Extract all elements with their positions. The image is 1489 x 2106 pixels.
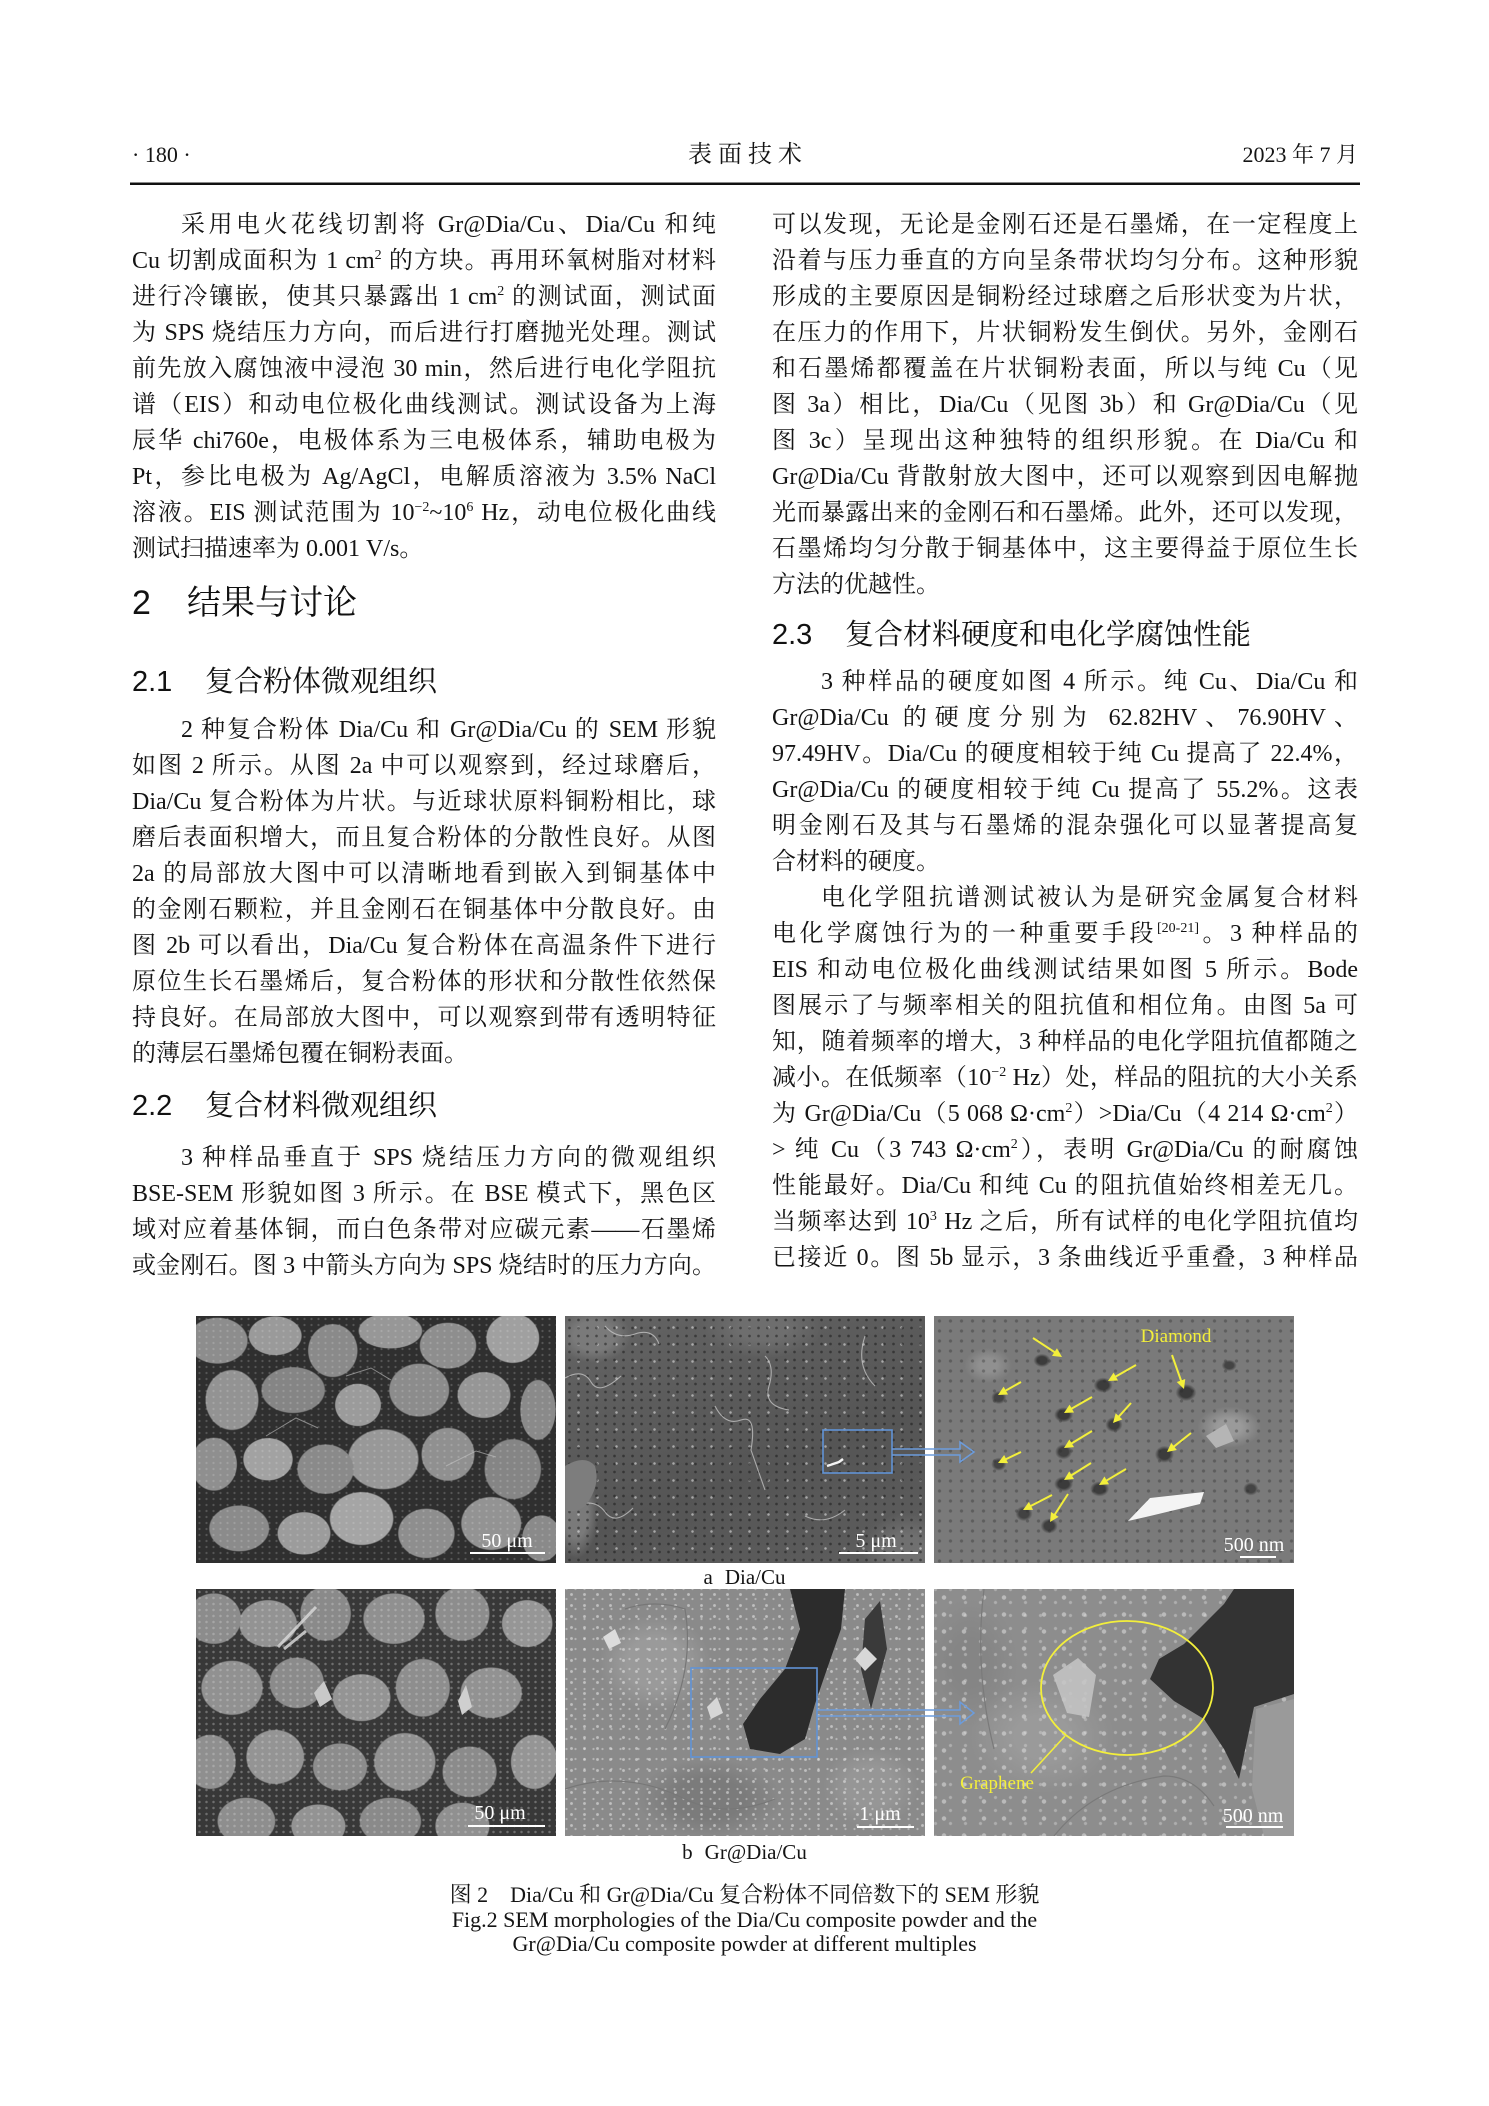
scale-bar-label: 1 μm <box>859 1803 901 1825</box>
annotation-arrow-icon <box>1172 1433 1191 1448</box>
text-line: 溶液。EIS 测试范围为 $10^{-2}\sim 10^6$ Hz，动电位极化曲线 <box>132 500 717 526</box>
text-line: 图 3a）相比，Dia/Cu（见图 3b）和 Gr@Dia/Cu（见 <box>772 392 1358 418</box>
text-line: 光而暴露出来的金刚石和石墨烯。此外，还可以发现， <box>772 500 1358 526</box>
text-line: 磨后表面积增大，而且复合粉体的分散性良好。从图 <box>132 825 716 851</box>
header-rule <box>130 182 1360 185</box>
flake <box>458 1685 472 1715</box>
graphene-flake <box>278 1607 316 1649</box>
panel-overlay <box>565 1316 925 1563</box>
dark-crack <box>743 1589 845 1754</box>
annotation-label-diamond: Diamond <box>1140 1326 1212 1347</box>
diamond-particle <box>603 1629 621 1649</box>
text-line: 明金刚石及其与石墨烯的混杂强化可以显著提高复 <box>772 813 1358 839</box>
subfigure-name: Gr@Dia/Cu <box>704 1840 807 1864</box>
text-line: Gr@Dia/Cu 背散射放大图中，还可以观察到因电解抛 <box>772 464 1358 490</box>
section-heading-2 <box>132 572 716 634</box>
text-line: 在压力的作用下，片状铜粉发生倒伏。另外，金刚石 <box>772 320 1358 346</box>
text-line: 已接近 0。图 5b 显示，3 条曲线近乎重叠，3 种样品 <box>772 1245 1358 1271</box>
graphene-flake <box>1053 1658 1096 1717</box>
text-line: 为 SPS 烧结压力方向，而后进行打磨抛光处理。测试 <box>132 320 716 346</box>
scale-bar-label: 500 nm <box>1223 1534 1285 1556</box>
text-line: 2a 的局部放大图中可以清晰地看到嵌入到铜基体中 <box>132 861 716 887</box>
diamond-particle <box>707 1697 723 1719</box>
text-line: 测试扫描速率为 0.001 V/s。 <box>132 536 424 562</box>
text-line: 知，随着频率的增大，3 种样品的电化学阻抗值都随之 <box>772 1029 1358 1055</box>
annotation-arrow-icon <box>1029 1495 1052 1507</box>
inset-box <box>823 1430 892 1473</box>
annotation-arrow-icon <box>1004 1382 1021 1392</box>
text-line: BSE-SEM 形貌如图 3 所示。在 BSE 模式下，黑色区 <box>132 1181 716 1207</box>
paragraph <box>772 207 1358 603</box>
flake <box>314 1681 332 1707</box>
text-line: 可以发现，无论是金刚石还是石墨烯，在一定程度上 <box>772 212 1358 238</box>
superscript: 2 <box>497 284 505 299</box>
superscript: 2 <box>1065 1101 1073 1116</box>
sem-image-a-50um <box>196 1316 556 1563</box>
superscript: 2 <box>1010 1137 1018 1152</box>
sem-image-b-1um <box>565 1589 925 1836</box>
text-line: 形成的主要原因是铜粉经过球磨之后形状变为片状， <box>772 284 1358 310</box>
arrowhead-icon <box>1052 1348 1062 1357</box>
annotation-arrow-icon <box>1033 1338 1056 1353</box>
text-line: 或金刚石。图 3 中箭头方向为 SPS 烧结时的压力方向。 <box>132 1253 716 1279</box>
annotation-arrow-icon <box>1114 1365 1136 1378</box>
text-line: 3 种样品的硬度如图 4 所示。纯 Cu、Dia/Cu 和 <box>821 669 1358 695</box>
scale-bar-label: 50 μm <box>481 1530 533 1552</box>
text-line: 进行冷镶嵌，使其只暴露出 1 $cm^2$ 的测试面，测试面 <box>132 284 716 310</box>
text-line: 减小。在低频率（$10^{-2}$ Hz）处，样品的阻抗的大小关系 <box>772 1065 1358 1091</box>
text-line: 和石墨烯都覆盖在片状铜粉表面，所以与纯 Cu（见 <box>772 356 1358 382</box>
grain-boundary <box>565 1604 775 1809</box>
annotation-label-graphene: Graphene <box>960 1773 1034 1794</box>
text-line: Gr@Dia/Cu 的硬度分别为 62.82HV、76.90HV、 <box>772 705 1358 731</box>
panel-overlay <box>196 1316 556 1563</box>
paragraph <box>132 712 716 1072</box>
section-heading-2-2 <box>132 1076 716 1136</box>
section-heading-2-1 <box>132 652 716 712</box>
annotation-arrow-icon <box>1004 1452 1021 1460</box>
page-number: · 180 · <box>132 142 191 167</box>
panel-overlay <box>565 1589 925 1836</box>
sem-image-b-500nm <box>934 1589 1294 1836</box>
annotation-arrow-icon <box>1118 1403 1131 1418</box>
section-title: 结果与讨论 <box>187 584 357 622</box>
section-title: 复合材料硬度和电化学腐蚀性能 <box>845 619 1252 651</box>
superscript: 6 <box>466 500 474 515</box>
subfigure-label-a <box>0 1564 1489 1590</box>
text-line: 性能最好。Dia/Cu 和纯 Cu 的阻抗值始终相差无几。 <box>772 1173 1358 1199</box>
text-line: Pt，参比电极为 Ag/AgCl，电解质溶液为 3.5% NaCl <box>132 464 716 490</box>
panel-overlay <box>934 1316 1294 1563</box>
text-line: 域对应着基体铜，而白色条带对应碳元素——石墨烯 <box>132 1217 716 1243</box>
figure-caption-en-line2: Gr@Dia/Cu composite powder at different multiples <box>512 1931 977 1956</box>
annotation-leader-line <box>1031 1736 1065 1773</box>
subfigure-letter: a <box>703 1565 713 1589</box>
text-line: Cu 切割成面积为 1 $cm^2$ 的方块。再用环氧树脂对材料 <box>132 248 717 274</box>
flake <box>1206 1424 1234 1448</box>
panel-overlay <box>934 1589 1294 1836</box>
sem-image-a-5um <box>565 1316 925 1563</box>
text-line: 原位生长石墨烯后，复合粉体的形状和分散性依然保 <box>132 969 716 995</box>
caption-text: Dia/Cu 和 Gr@Dia/Cu 复合粉体不同倍数下的 SEM 形貌 <box>510 1882 1040 1907</box>
paragraph <box>132 1140 716 1284</box>
text-line: 的金刚石颗粒，并且金刚石在铜基体中分散良好。由 <box>132 897 716 923</box>
scale-bar-label: 5 μm <box>855 1530 897 1552</box>
text-line: 当频率达到 $10^3$ Hz 之后，所有试样的电化学阻抗值均 <box>772 1209 1359 1235</box>
superscript: −2 <box>414 500 430 515</box>
text-line: > 纯 Cu（3 743 $\Omega\cdot cm^2$），表明 Gr@Dia/Cu 的耐腐蚀 <box>772 1137 1358 1163</box>
text-line: 图 2b 可以看出，Dia/Cu 复合粉体在高温条件下进行 <box>132 933 716 959</box>
scale-bar-label: 500 nm <box>1222 1805 1284 1827</box>
text-line: 图展示了与频率相关的阻抗值和相位角。由图 5a 可 <box>772 993 1358 1019</box>
figure-caption-cn <box>0 1882 1489 1907</box>
annotation-arrow-icon <box>1054 1494 1068 1516</box>
text-line: 持良好。在局部放大图中，可以观察到带有透明特征 <box>132 1005 716 1031</box>
section-title: 复合粉体微观组织 <box>205 666 438 698</box>
annotation-arrow-icon <box>1070 1463 1091 1476</box>
text-line: 方法的优越性。 <box>772 572 940 598</box>
scale-bar-label: 50 μm <box>474 1802 526 1824</box>
text-line: 电化学腐蚀行为的一种重要手段[20-21]。3 种样品的 <box>772 921 1358 947</box>
annotation-arrow-icon <box>1172 1355 1182 1382</box>
subfigure-label-b <box>0 1839 1489 1865</box>
text-line: 电化学阻抗谱测试被认为是研究金属复合材料 <box>821 885 1358 911</box>
text-line: Gr@Dia/Cu 的硬度相较于纯 Cu 提高了 55.2%。这表 <box>772 777 1358 803</box>
paragraph <box>132 207 716 567</box>
paragraph <box>772 664 1358 880</box>
text-line: 如图 2 所示。从图 2a 中可以观察到，经过球磨后， <box>132 753 716 779</box>
text-line: 2 种复合粉体 Dia/Cu 和 Gr@Dia/Cu 的 SEM 形貌 <box>181 717 716 743</box>
panel-overlay <box>196 1589 556 1836</box>
text-line: 前先放入腐蚀液中浸泡 30 min，然后进行电化学阻抗 <box>132 356 716 382</box>
section-number: 2.1 <box>132 666 173 698</box>
annotation-arrow-icon <box>1070 1397 1092 1410</box>
issue-date: 2023 年 7 月 <box>1242 142 1358 167</box>
journal-title: 表 面 技 术 <box>688 142 802 168</box>
text-line: 为 Gr@Dia/Cu（5 068 $\Omega\cdot cm^2)>Dia/Cu(4$ 214 $\Omega\cdot cm^2$） <box>772 1101 1359 1127</box>
grain-boundary <box>981 1589 1214 1836</box>
figure-caption-en-line1: Fig.2 SEM morphologies of the Dia/Cu composite powder and the <box>451 1907 1038 1932</box>
annotation-arrow-icon <box>1070 1431 1092 1444</box>
subfigure-name: Dia/Cu <box>724 1565 786 1589</box>
text-line: 3 种样品垂直于 SPS 烧结压力方向的微观组织 <box>181 1145 716 1171</box>
text-line: 合材料的硬度。 <box>772 849 940 875</box>
text-line: 采用电火花线切割将 Gr@Dia/Cu、Dia/Cu 和纯 <box>181 212 716 238</box>
section-number: 2.2 <box>132 1090 173 1122</box>
section-number: 2 <box>132 584 151 622</box>
sem-image-b-50um <box>196 1589 556 1836</box>
text-line: 97.49HV。Dia/Cu 的硬度相较于纯 Cu 提高了 22.4%， <box>772 741 1358 767</box>
text-line: Dia/Cu 复合粉体为片状。与近球状原料铜粉相比，球 <box>132 789 716 815</box>
superscript: 3 <box>929 1209 937 1224</box>
surface-feature <box>565 1326 875 1520</box>
paragraph <box>772 880 1358 1276</box>
text-line: 辰华 chi760e，电极体系为三电极体系，辅助电极为 <box>132 428 716 454</box>
section-number: 2.3 <box>772 619 813 651</box>
flake-edge <box>266 1368 496 1466</box>
bright-particle <box>827 1459 843 1466</box>
annotation-arrows <box>998 1338 1191 1522</box>
figure-number: 图 2 <box>449 1882 489 1907</box>
text-line: EIS 和动电位极化曲线测试结果如图 5 所示。Bode <box>772 957 1358 983</box>
text-line: 石墨烯均匀分散于铜基体中，这主要得益于原位生长 <box>772 536 1358 562</box>
section-heading-2-3 <box>772 606 1358 664</box>
text-line: 图 3c）呈现出这种独特的组织形貌。在 Dia/Cu 和 <box>772 428 1358 454</box>
text-line: 的薄层石墨烯包覆在铜粉表面。 <box>132 1041 468 1067</box>
annotation-arrow-icon <box>1105 1469 1126 1481</box>
bright-flake <box>1128 1492 1204 1521</box>
superscript: −2 <box>991 1065 1007 1080</box>
text-line: 谱（EIS）和动电位极化曲线测试。测试设备为上海 <box>132 392 716 418</box>
superscript: 2 <box>1325 1101 1333 1116</box>
sem-image-a-500nm <box>934 1316 1294 1563</box>
text-line: 沿着与压力垂直的方向呈条带状均匀分布。这种形貌 <box>772 248 1358 274</box>
subfigure-letter: b <box>682 1840 693 1864</box>
superscript: [20-21] <box>1157 921 1199 936</box>
section-title: 复合材料微观组织 <box>205 1090 438 1122</box>
superscript: 2 <box>374 248 382 263</box>
